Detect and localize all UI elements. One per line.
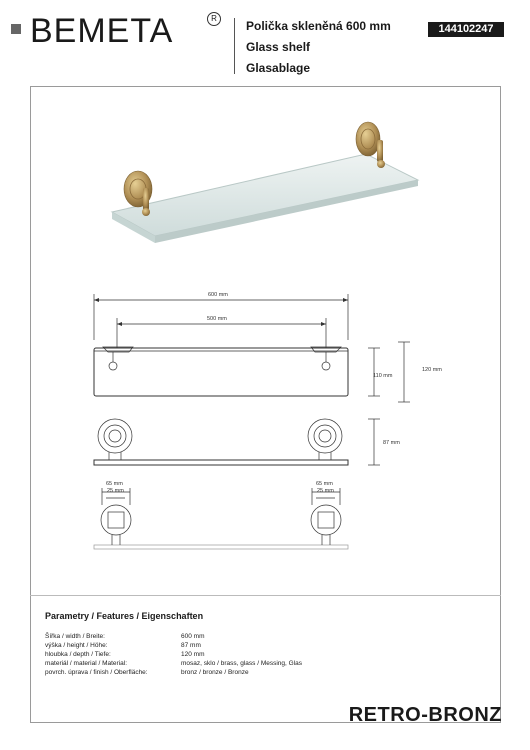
dim-height-110: 110 mm xyxy=(373,373,393,379)
param-value-material: mosaz, sklo / brass, glass / Messing, Glas xyxy=(181,660,303,667)
param-value-height: 87 mm xyxy=(181,642,201,649)
title-english: Glass shelf xyxy=(246,40,311,54)
features-title: Parametry / Features / Eigenschaften xyxy=(45,611,204,621)
brand-logo: BEMETA xyxy=(30,12,174,50)
section-separator xyxy=(30,595,501,596)
dim-width-total: 600 mm xyxy=(208,292,228,298)
param-label-height: výška / height / Höhe: xyxy=(45,642,108,649)
dim-left-25: 25 mm xyxy=(107,488,124,494)
dim-right-65: 65 mm xyxy=(316,481,333,487)
dim-height-120: 120 mm xyxy=(422,367,442,373)
title-czech: Polička skleněná 600 mm xyxy=(246,19,391,33)
series-name: RETRO-BRONZ xyxy=(348,704,502,726)
dim-height-87: 87 mm xyxy=(383,440,400,446)
elevation-drawing xyxy=(94,419,380,465)
title-german: Glasablage xyxy=(246,61,311,75)
param-label-material: materiál / material / Material: xyxy=(45,660,127,667)
front-view-drawing xyxy=(94,294,410,402)
product-code-badge: 144102247 xyxy=(428,22,504,37)
registered-mark: R xyxy=(207,12,221,26)
dim-left-65: 65 mm xyxy=(106,481,123,487)
dim-width-mount: 500 mm xyxy=(207,316,227,322)
param-label-width: Šířka / width / Breite: xyxy=(45,633,105,640)
param-value-finish: bronz / bronze / Bronze xyxy=(181,669,249,676)
param-label-depth: hloubka / depth / Tiefe: xyxy=(45,651,111,658)
dim-right-25: 25 mm xyxy=(317,488,334,494)
product-photo xyxy=(112,122,418,243)
param-value-width: 600 mm xyxy=(181,633,205,640)
param-label-finish: povrch. úprava / finish / Oberfläche: xyxy=(45,669,148,676)
top-view-drawing xyxy=(94,488,348,549)
param-value-depth: 120 mm xyxy=(181,651,205,658)
